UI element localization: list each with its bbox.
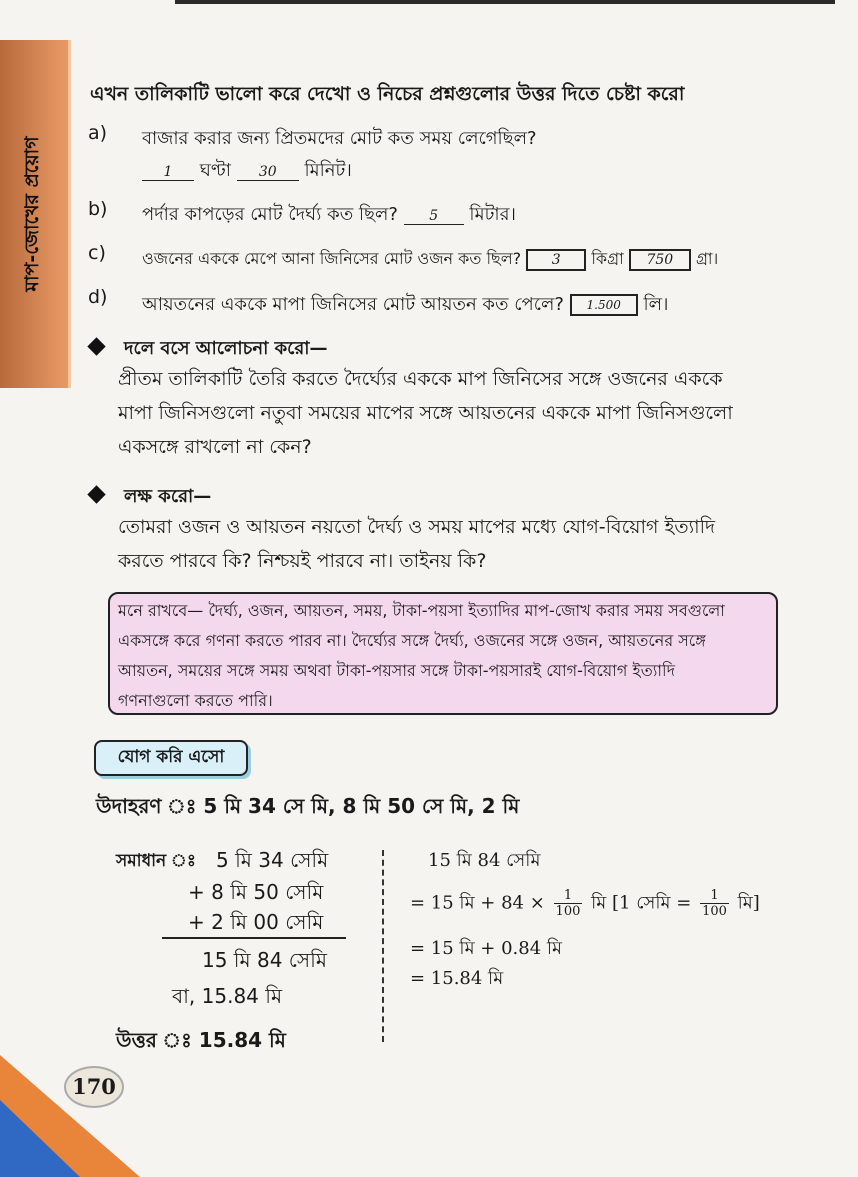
question-c-unit-g: গ্রা। — [695, 249, 719, 268]
solution-total: 15 মি 84 সেমি — [202, 948, 327, 972]
question-c-line — [142, 246, 718, 273]
question-d-text: আয়তনের এককে মাপা জিনিসের মোট আয়তন কত পেলে? — [142, 294, 564, 315]
question-d-unit: লি। — [643, 294, 669, 315]
unit-minutes: মিনিট। — [304, 160, 352, 181]
top-rule — [175, 0, 835, 4]
question-d-label: d) — [88, 286, 108, 308]
question-c-answer-g: 750 — [629, 249, 691, 271]
bullet-diamond-icon — [87, 337, 105, 355]
solution-row-1: 5 মি 34 সেমি — [216, 848, 329, 872]
instruction: এখন তালিকাটি ভালো করে দেখো ও নিচের প্রশ্নগুলোর উত্তর দিতে চেষ্টা করো — [90, 83, 685, 105]
discuss-line: একসঙ্গে রাখলো না কেন? — [118, 436, 312, 458]
discuss-heading: দলে বসে আলোচনা করো— — [124, 338, 328, 359]
observe-line: তোমরা ওজন ও আয়তন নয়তো দৈর্ঘ্য ও সময় মাপের মধ্যে যোগ-বিয়োগ ইত্যাদি — [118, 516, 716, 538]
observe-paragraph — [118, 510, 715, 578]
note-line: একসঙ্গে করে গণনা করতে পারব না। দৈর্ঘ্যের সঙ্গে দৈর্ঘ্য, ওজনের সঙ্গে ওজন, আয়তনের সঙ্গে — [118, 631, 706, 650]
answer-minutes: 30 — [237, 164, 299, 181]
work-line-2-c: [1 সেমি = — [612, 892, 692, 914]
note-line: আয়তন, সময়ের সঙ্গে সময় অথবা টাকা-পয়সার সঙ্গে টাকা-পয়সারই যোগ-বিয়োগ ইত্যাদি — [118, 661, 675, 680]
solution-row-2: + 8 মি 50 সেমি — [188, 880, 324, 904]
question-d-answer: 1.500 — [570, 294, 638, 316]
unit-hours: ঘণ্টা — [199, 160, 232, 181]
question-c-answer-kg: 3 — [526, 249, 586, 271]
question-b-text: পর্দার কাপড়ের মোট দৈর্ঘ্য কত ছিল? — [142, 204, 398, 225]
chapter-side-tab-label: মাপ-জোখের প্রয়োগ — [21, 136, 43, 292]
question-a-label: a) — [88, 122, 108, 144]
question-b-label: b) — [88, 198, 108, 220]
discuss-line: প্রীতম তালিকাটি তৈরি করতে দৈর্ঘ্যের এককে মাপ জিনিসের সঙ্গে ওজনের এককে — [118, 368, 723, 390]
work-line-3: = 15 মি + 0.84 মি — [410, 938, 563, 959]
question-c-unit-kg: কিগ্রা — [591, 249, 624, 268]
section-badge: যোগ করি এসো — [94, 740, 248, 776]
solution-alt: বা, 15.84 মি — [172, 984, 283, 1008]
fraction — [554, 888, 583, 919]
observe-heading: লক্ষ করো— — [124, 486, 212, 507]
discuss-paragraph — [118, 362, 733, 464]
fraction-denominator: 100 — [555, 904, 581, 919]
fraction-numerator: 1 — [700, 888, 729, 904]
work-line-1: 15 মি 84 সেমি — [428, 850, 541, 871]
solution-label: সমাধান ঃ — [116, 851, 196, 871]
example-text: উদাহরণ ঃ 5 মি 34 সে মি, 8 মি 50 সে মি, 2 মি — [96, 794, 520, 818]
work-line-2-d: মি] — [737, 892, 760, 914]
work-line-2-a: = 15 মি + 84 × — [410, 892, 545, 914]
discuss-line: মাপা জিনিসগুলো নতুবা সময়ের মাপের সঙ্গে আয়তনের এককে মাপা জিনিসগুলো — [118, 402, 733, 424]
corner-decoration-blue — [0, 1100, 80, 1177]
question-c-label: c) — [88, 242, 106, 264]
fraction-numerator: 1 — [554, 888, 583, 904]
work-line-4: = 15.84 মি — [410, 968, 504, 989]
work-line-2 — [410, 888, 760, 920]
question-d-line — [142, 290, 668, 321]
fraction — [700, 888, 729, 919]
solution-row-3: + 2 মি 00 সেমি — [188, 910, 324, 934]
sum-line — [162, 937, 346, 939]
note-line: মনে রাখবে— দৈর্ঘ্য, ওজন, আয়তন, সময়, টাকা-পয়সা ইত্যাদির মাপ-জোখ করার সময় সবগুলো — [118, 601, 725, 620]
column-divider — [382, 850, 384, 1042]
question-a-answer-line — [142, 156, 352, 187]
note-line: গণনাগুলো করতে পারি। — [118, 691, 273, 710]
observe-line: করতে পারবে কি? নিশ্চয়ই পারবে না। তাইনয় কি? — [118, 550, 487, 572]
question-b-answer: 5 — [404, 208, 464, 225]
remember-note-box — [108, 592, 778, 715]
work-line-2-b: মি — [591, 892, 607, 914]
answer-hours: 1 — [142, 164, 194, 181]
answer-text: উত্তর ঃ 15.84 মি — [116, 1028, 286, 1052]
bullet-diamond-icon — [87, 485, 105, 503]
question-a-text: বাজার করার জন্য প্রিতমদের মোট কত সময় লেগেছিল? — [142, 128, 537, 149]
fraction-denominator: 100 — [702, 904, 727, 919]
question-b-unit: মিটার। — [469, 204, 516, 225]
page-number: 170 — [64, 1066, 124, 1108]
question-c-text: ওজনের এককে মেপে আনা জিনিসের মোট ওজন কত ছিল? — [142, 249, 522, 268]
chapter-side-tab — [0, 40, 71, 388]
question-b-line — [142, 200, 516, 231]
